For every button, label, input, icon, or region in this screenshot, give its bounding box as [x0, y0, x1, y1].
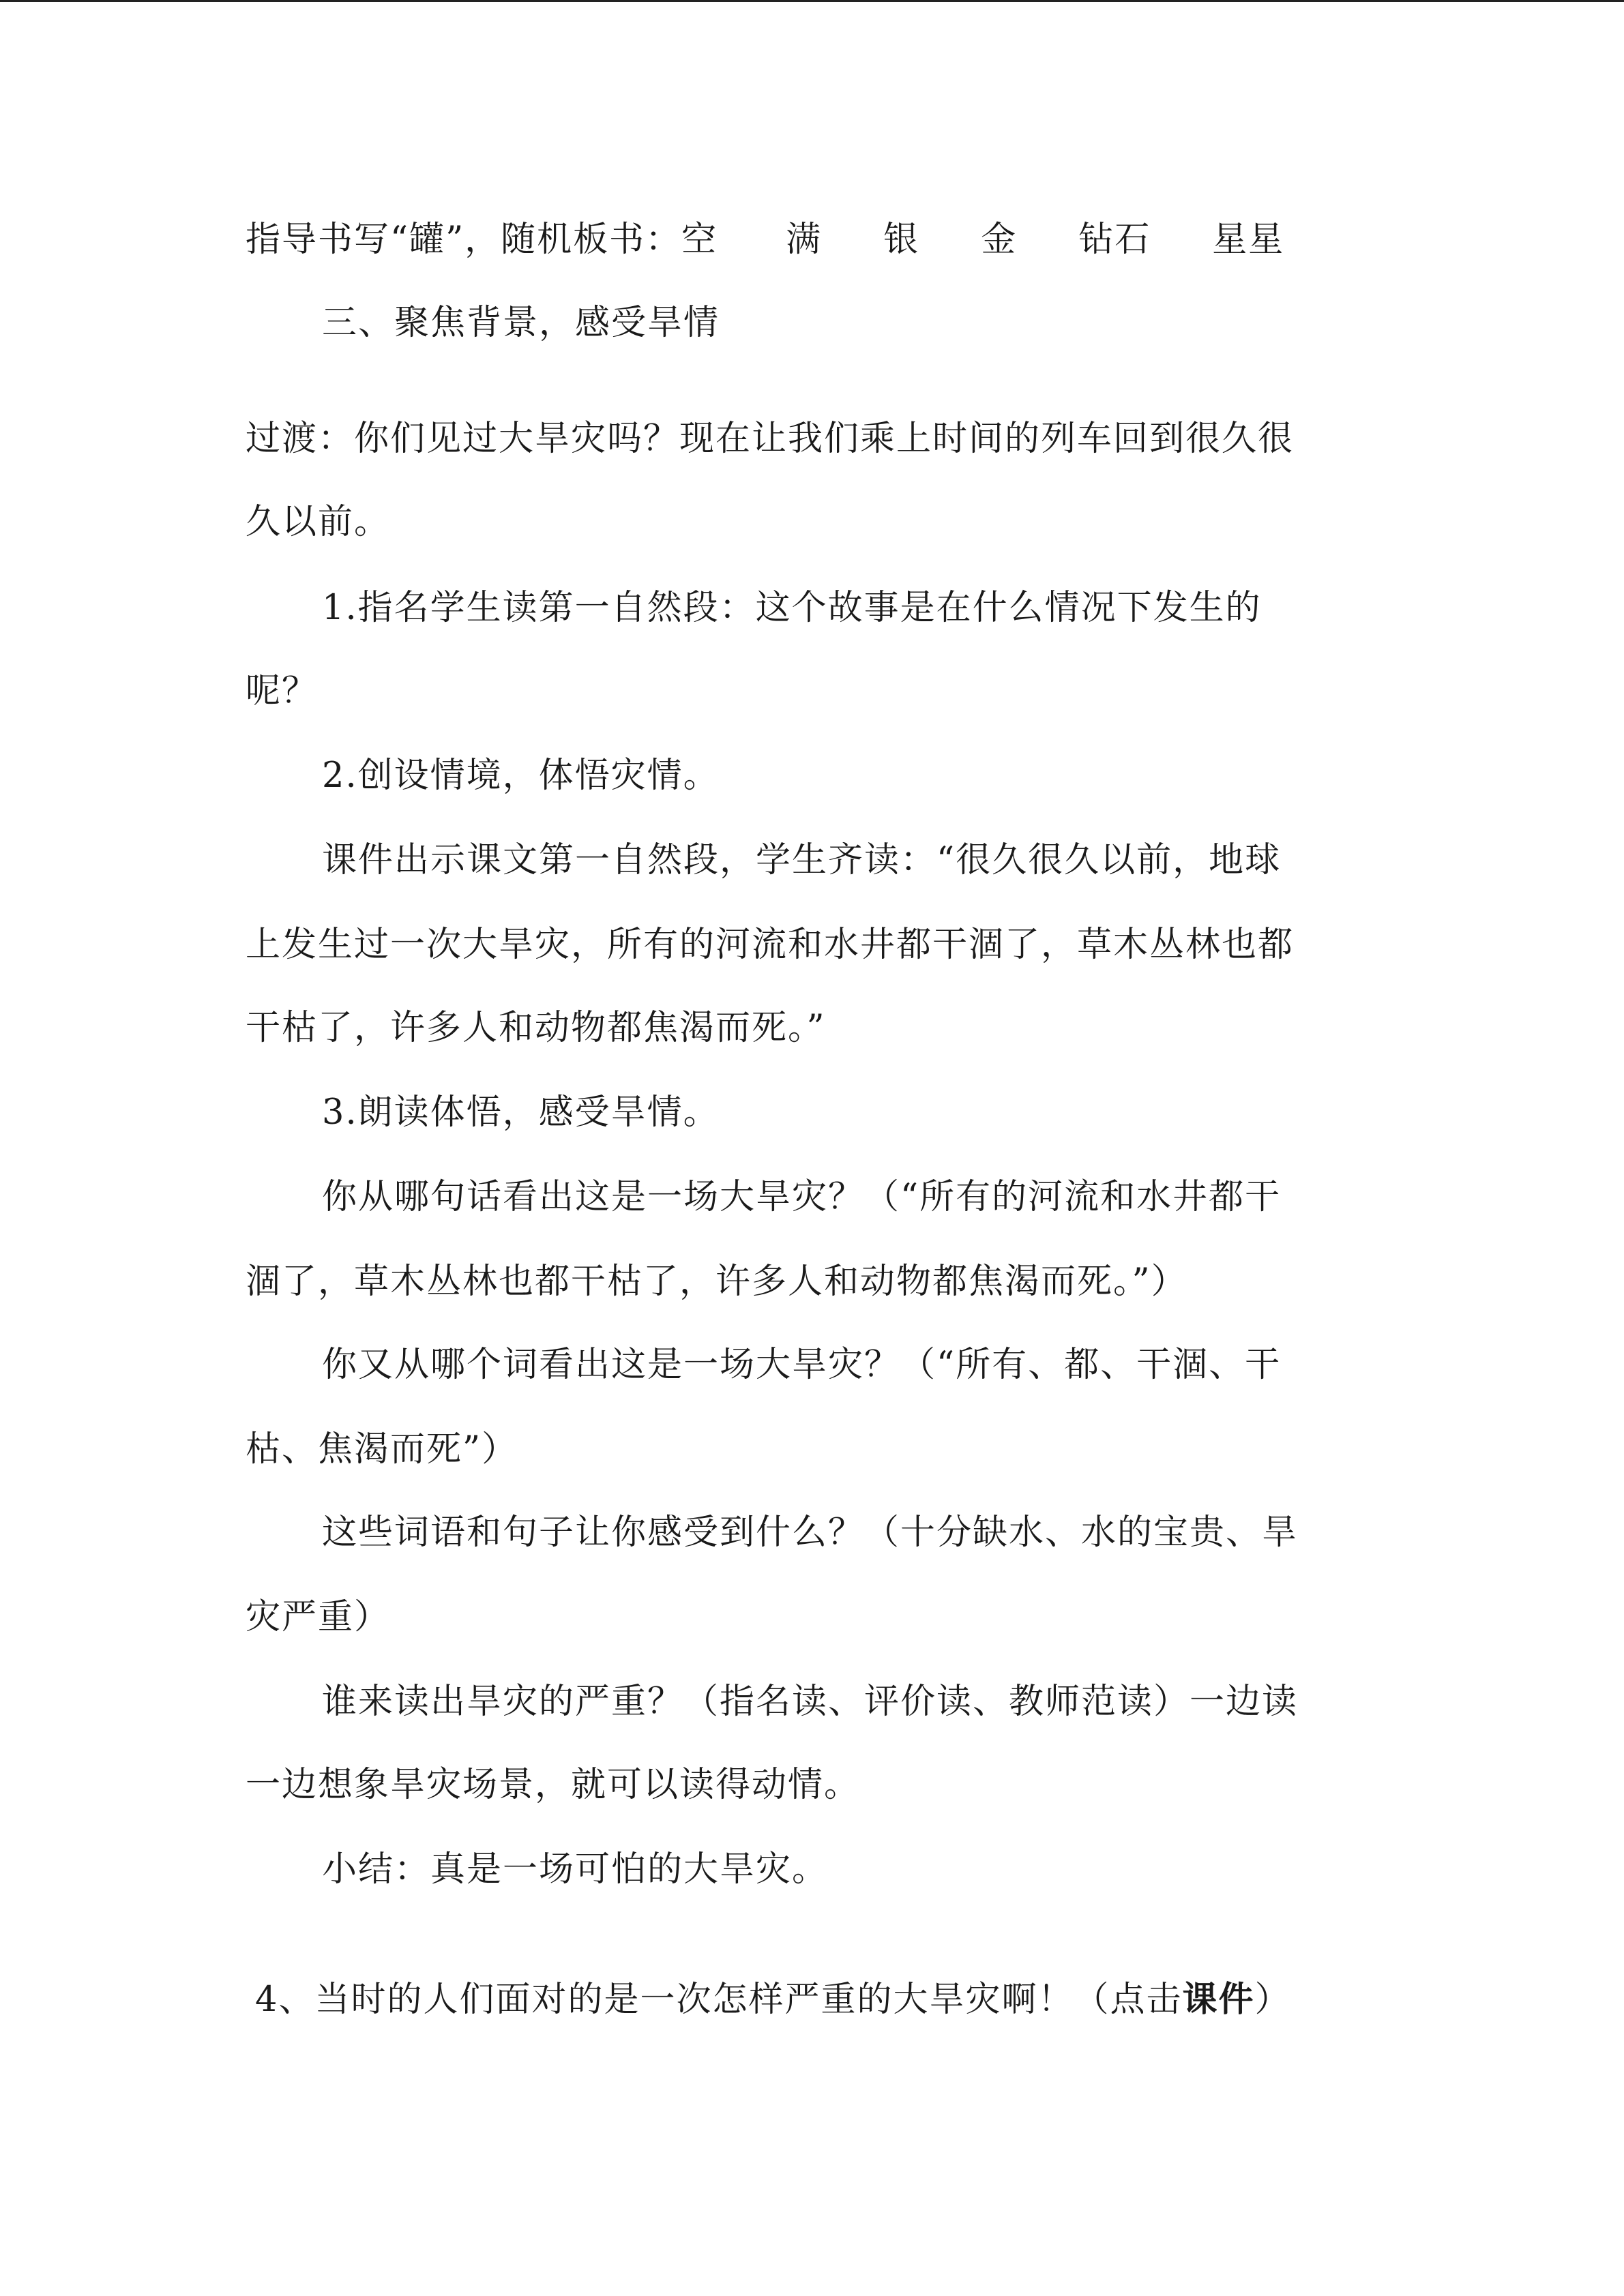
paragraph-line: 1.指名学生读第一自然段：这个故事是在什么情况下发生的: [322, 588, 1262, 628]
paragraph-line: 枯、焦渴而死”）: [246, 1429, 518, 1470]
paragraph-line: 你又从哪个词看出这是一场大旱灾？（“所有、都、干涸、干: [322, 1345, 1282, 1385]
paragraph-line: 谁来读出旱灾的严重？（指名读、评价读、教师范读）一边读: [322, 1682, 1299, 1722]
paragraph-line-1: [246, 220, 1284, 260]
paragraph-line: 过渡：你们见过大旱灾吗？现在让我们乘上时间的列车回到很久很: [246, 419, 1295, 459]
text-run: 钻石: [1078, 220, 1151, 260]
text-run: 满: [786, 220, 823, 260]
paragraph-line: 课件出示课文第一自然段，学生齐读：“很久很久以前，地球: [322, 840, 1282, 880]
paragraph-line-last: [255, 1979, 1290, 2021]
text-run: 4、当时的人们面对的是一次怎样严重的大旱灾啊！（点击: [255, 1980, 1183, 2020]
paragraph-line: 你从哪句话看出这是一场大旱灾？（“所有的河流和水井都干: [322, 1177, 1282, 1217]
text-run: 银: [883, 220, 920, 260]
paragraph-line: 干枯了，许多人和动物都焦渴而死。”: [246, 1008, 826, 1048]
paragraph-line: 上发生过一次大旱灾，所有的河流和水井都干涸了，草木丛林也都: [246, 925, 1295, 965]
paragraph-line: 小结：真是一场可怕的大旱灾。: [322, 1849, 829, 1890]
paragraph-line: 3.朗读体悟，感受旱情。: [322, 1092, 720, 1133]
text-run: 指导书写“罐”，随机板书：空: [246, 220, 718, 260]
text-run: 金: [981, 220, 1018, 260]
text-run: 星星: [1212, 220, 1285, 260]
paragraph-line: 这些词语和句子让你感受到什么？（十分缺水、水的宝贵、旱: [322, 1512, 1299, 1553]
paragraph-line: 呢？: [246, 671, 319, 711]
text-run-bold: 课件: [1182, 1979, 1255, 2020]
paragraph-line: 灾严重）: [246, 1597, 391, 1637]
paragraph-line: 一边想象旱灾场景，就可以读得动情。: [246, 1765, 861, 1805]
paragraph-line: 久以前。: [246, 502, 391, 542]
section-heading: 三、聚焦背景，感受旱情: [322, 303, 720, 343]
text-run: ）: [1254, 1980, 1291, 2020]
paragraph-line: 涸了，草木丛林也都干枯了，许多人和动物都焦渴而死。”）: [246, 1262, 1187, 1302]
top-border-line: [0, 0, 1624, 2]
paragraph-line: 2.创设情境，体悟灾情。: [322, 756, 720, 796]
